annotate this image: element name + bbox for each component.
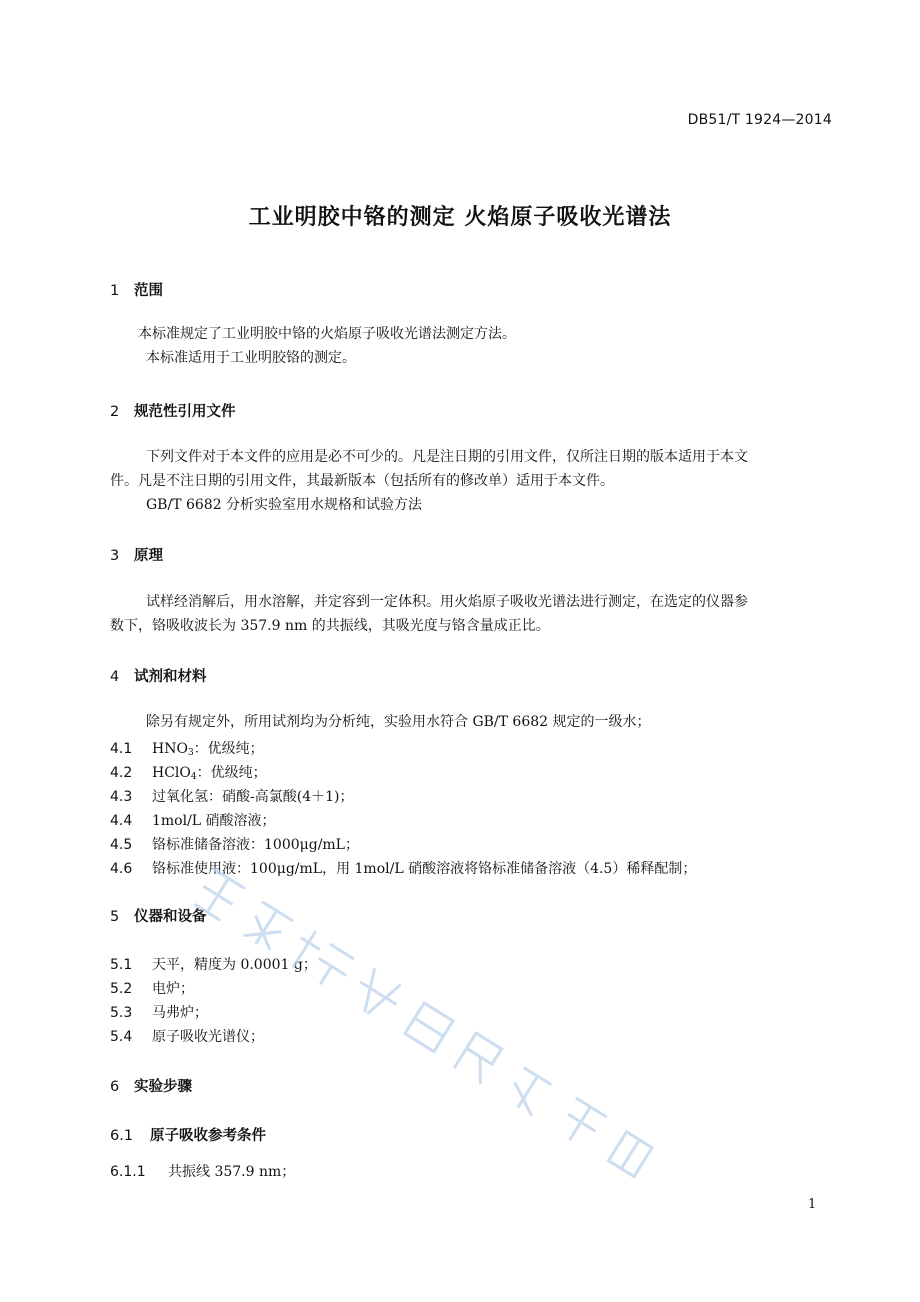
section-6-number: 6	[110, 1079, 120, 1095]
section-1-number: 1	[110, 283, 120, 299]
item-number: 5.4	[110, 1029, 133, 1045]
list-item	[110, 1002, 208, 1022]
list-item	[110, 786, 353, 806]
item-number: 4.3	[110, 789, 133, 805]
item-text: 马弗炉；	[152, 1005, 208, 1021]
item-number: 4.4	[110, 813, 133, 829]
section-3-title: 原理	[134, 548, 163, 564]
subsection-6-1-title: 原子吸收参考条件	[150, 1128, 266, 1144]
item-text: ：优级纯；	[193, 741, 264, 757]
page-number: 1	[808, 1197, 817, 1212]
document-title: 工业明胶中铬的测定 火焰原子吸收光谱法	[248, 205, 672, 230]
section-4-intro: 除另有规定外，所用试剂均为分析纯，实验用水符合 GB/T 6682 规定的一级水；	[146, 714, 651, 730]
section-5-title: 仪器和设备	[134, 909, 207, 925]
item-text: 铬标准储备溶液：1000μg/mL；	[152, 837, 359, 853]
item-text-pre: HClO	[152, 765, 191, 781]
item-number: 4.6	[110, 861, 133, 877]
list-item	[110, 762, 267, 782]
item-text: 铬标准使用液：100μg/mL，用 1mol/L 硝酸溶液将铬标准储备溶液（4.5）稀释配制；	[152, 861, 697, 877]
section-6-heading	[110, 1075, 192, 1096]
item-text: 原子吸收光谱仪；	[152, 1029, 264, 1045]
section-6-title: 实验步骤	[134, 1079, 192, 1095]
item-number: 5.2	[110, 981, 133, 997]
list-item	[110, 978, 194, 998]
section-4-number: 4	[110, 669, 120, 685]
item-number: 4.1	[110, 741, 133, 757]
section-1-paragraph-1: 本标准规定了工业明胶中铬的火焰原子吸收光谱法测定方法。	[138, 326, 516, 342]
item-text: 天平，精度为 0.0001 g；	[152, 957, 317, 973]
section-3-heading	[110, 544, 163, 565]
section-1-heading	[110, 279, 163, 300]
section-1-title: 范围	[134, 283, 163, 299]
subsection-6-1-number: 6.1	[110, 1128, 134, 1144]
item-text: 过氧化氢：硝酸-高氯酸(4＋1)；	[152, 789, 354, 805]
list-item	[110, 738, 264, 758]
list-item	[110, 834, 359, 854]
item-text: 1mol/L 硝酸溶液；	[152, 813, 276, 829]
item-number: 5.1	[110, 957, 133, 973]
item-text: 电炉；	[152, 981, 194, 997]
section-2-heading	[110, 400, 236, 421]
item-number: 5.3	[110, 1005, 133, 1021]
item-text: ：优级纯；	[196, 765, 267, 781]
standard-code: DB51/T 1924—2014	[687, 112, 832, 128]
list-item	[110, 1161, 295, 1181]
section-5-number: 5	[110, 909, 120, 925]
item-number: 4.2	[110, 765, 133, 781]
section-4-heading	[110, 665, 207, 686]
item-number: 6.1.1	[110, 1164, 146, 1180]
item-text-subscript: 4	[190, 772, 197, 782]
normative-reference: GB/T 6682 分析实验室用水规格和试验方法	[146, 497, 423, 513]
list-item	[110, 810, 276, 830]
section-2-number: 2	[110, 404, 120, 420]
item-text-pre: HNO	[152, 741, 188, 757]
item-number: 4.5	[110, 837, 133, 853]
list-item	[110, 1026, 264, 1046]
section-1-paragraph-2: 本标准适用于工业明胶铬的测定。	[146, 350, 356, 366]
section-2-paragraph-line-1: 下列文件对于本文件的应用是必不可少的。凡是注日期的引用文件，仅所注日期的版本适用于本文	[146, 449, 748, 465]
section-3-paragraph-line-1: 试样经消解后，用水溶解，并定容到一定体积。用火焰原子吸收光谱法进行测定，在选定的仪器参	[146, 594, 748, 610]
section-3-number: 3	[110, 548, 120, 564]
item-text: 共振线 357.9 nm；	[168, 1164, 296, 1180]
section-3-paragraph-line-2: 数下，铬吸收波长为 357.9 nm 的共振线，其吸光度与铬含量成正比。	[110, 618, 550, 634]
section-2-paragraph-line-2: 件。凡是不注日期的引用文件，其最新版本（包括所有的修改单）适用于本文件。	[110, 473, 614, 489]
item-text-subscript: 3	[187, 748, 194, 758]
section-2-title: 规范性引用文件	[134, 404, 236, 420]
subsection-6-1-heading	[110, 1124, 266, 1145]
section-4-title: 试剂和材料	[134, 669, 207, 685]
